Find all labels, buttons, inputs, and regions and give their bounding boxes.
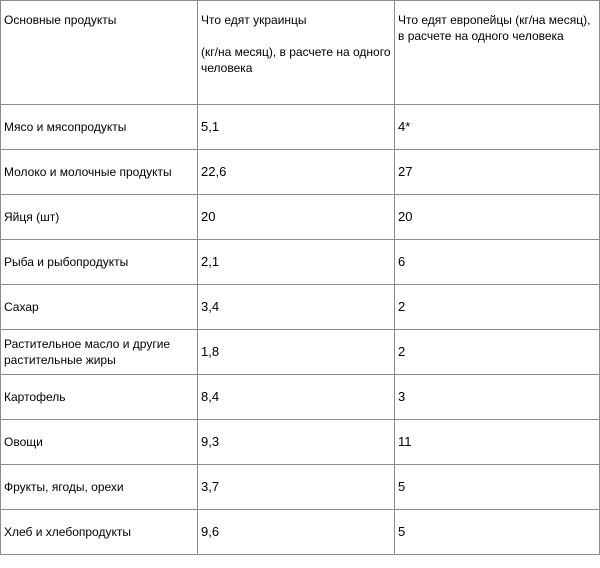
cell-product: Рыба и рыбопродукты — [1, 240, 198, 285]
cell-ua: 1,8 — [198, 330, 395, 375]
table-row — [1, 285, 600, 330]
cell-product: Хлеб и хлебопродукты — [1, 510, 198, 555]
table-row — [1, 330, 600, 375]
cell-eu: 3 — [395, 375, 600, 420]
table-header-row — [1, 1, 600, 105]
header-europeans — [395, 1, 600, 105]
cell-eu: 5 — [395, 510, 600, 555]
table-row — [1, 240, 600, 285]
cell-ua: 9,6 — [198, 510, 395, 555]
header-ukrainians — [198, 1, 395, 105]
header-ukrainians-line1: Что едят украинцы — [201, 13, 307, 27]
table-row — [1, 105, 600, 150]
header-products-label: Основные продукты — [4, 13, 117, 27]
header-products — [1, 1, 198, 105]
table-row — [1, 375, 600, 420]
table-row — [1, 465, 600, 510]
cell-eu: 5 — [395, 465, 600, 510]
cell-product: Картофель — [1, 375, 198, 420]
cell-ua: 20 — [198, 195, 395, 240]
cell-eu: 4* — [395, 105, 600, 150]
cell-product: Яйця (шт) — [1, 195, 198, 240]
cell-eu: 11 — [395, 420, 600, 465]
cell-product: Мясо и мясопродукты — [1, 105, 198, 150]
cell-eu: 2 — [395, 330, 600, 375]
header-europeans-label: Что едят европейцы (кг/на месяц), в расчете на одного человека — [398, 13, 591, 43]
table-row — [1, 195, 600, 240]
header-ukrainians-line2: (кг/на месяц), в расчете на одного человека — [201, 45, 391, 75]
table-row — [1, 420, 600, 465]
cell-product: Фрукты, ягоды, орехи — [1, 465, 198, 510]
cell-product: Овощи — [1, 420, 198, 465]
cell-eu: 20 — [395, 195, 600, 240]
cell-product: Растительное масло и другие растительные жиры — [1, 330, 198, 375]
cell-eu: 27 — [395, 150, 600, 195]
cell-product: Сахар — [1, 285, 198, 330]
cell-ua: 22,6 — [198, 150, 395, 195]
table-row — [1, 150, 600, 195]
cell-ua: 3,4 — [198, 285, 395, 330]
cell-product: Молоко и молочные продукты — [1, 150, 198, 195]
cell-ua: 2,1 — [198, 240, 395, 285]
cell-ua: 9,3 — [198, 420, 395, 465]
cell-ua: 8,4 — [198, 375, 395, 420]
cell-eu: 6 — [395, 240, 600, 285]
cell-eu: 2 — [395, 285, 600, 330]
cell-ua: 5,1 — [198, 105, 395, 150]
table-row — [1, 510, 600, 555]
cell-ua: 3,7 — [198, 465, 395, 510]
